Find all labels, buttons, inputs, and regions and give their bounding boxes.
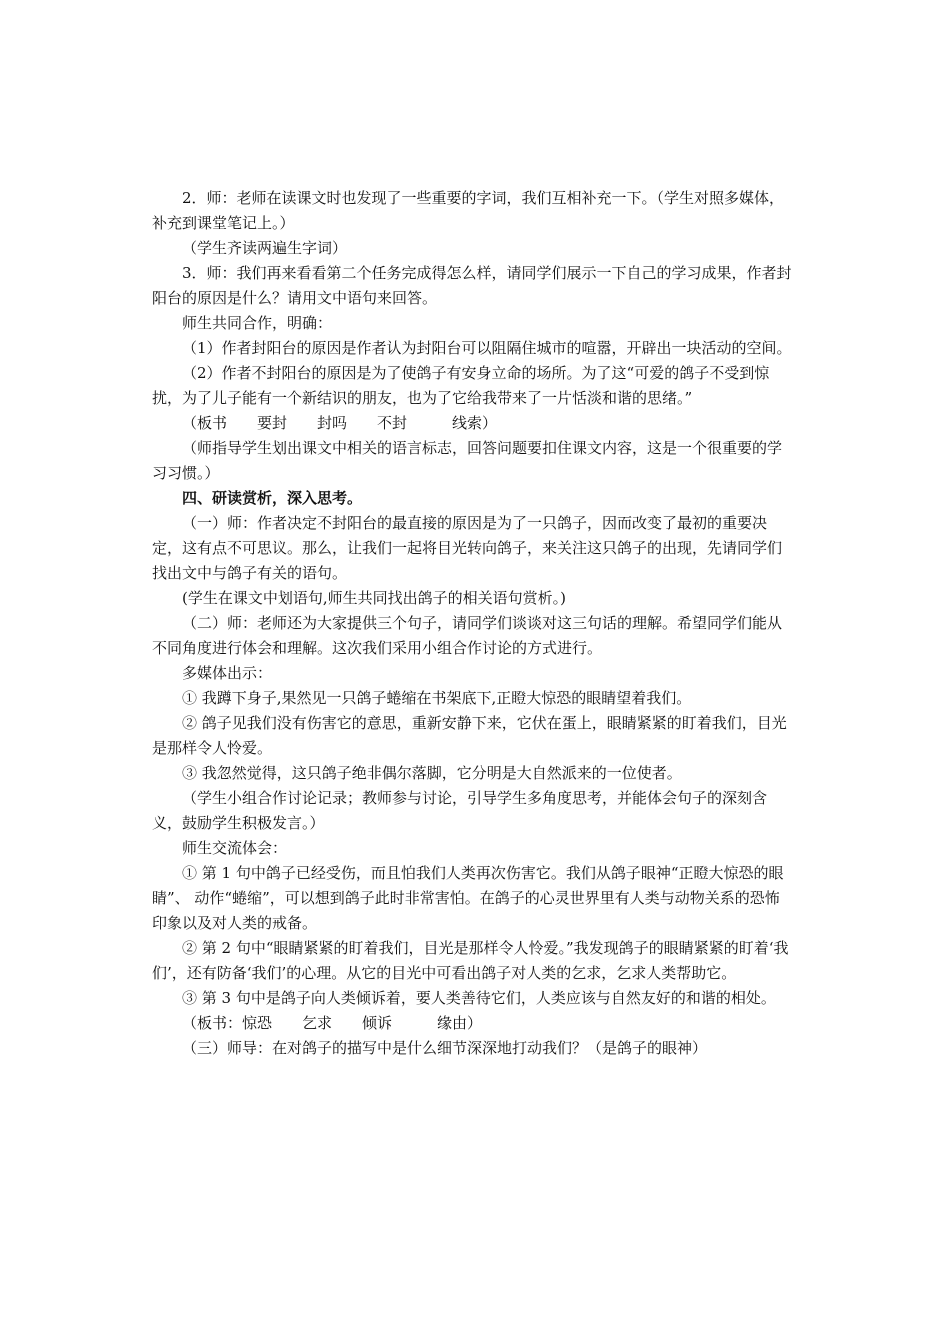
paragraph-teacher-guide: （师指导学生划出课文中相关的语言标志，回答问题要扣住课文内容，这是一个很重要的学习习惯。） — [152, 439, 783, 482]
insight-3: ③ 第 3 句中是鸽子向人类倾诉着，要人类善待它们，人类应该与自然友好的和谐的相处。 — [182, 989, 776, 1007]
paragraph-read-words: （学生齐读两遍生字词） — [182, 239, 348, 257]
paragraph-reason-1: （1）作者封阳台的原因是作者认为封阳台可以阻隔住城市的喧嚣，开辟出一块活动的空间。 — [182, 339, 792, 357]
document-page — [152, 186, 792, 1061]
sentence-2: ② 鸽子见我们没有伤害它的意思，重新安静下来，它伏在蛋上，眼睛紧紧的盯着我们，目光是那样令人怜爱。 — [152, 714, 787, 757]
paragraph-blackboard-1: （板书 要封 封吗 不封 线索） — [182, 414, 498, 432]
paragraph-exchange: 师生交流体会： — [182, 839, 288, 857]
sentence-3: ③ 我忽然觉得，这只鸽子绝非偶尔落脚，它分明是大自然派来的一位使者。 — [182, 764, 682, 782]
paragraph-3-second-task: 3．师：我们再来看看第二个任务完成得怎么样，请同学们展示一下自己的学习成果，作者封阳台的原因是什么？请用文中语句来回答。 — [152, 264, 792, 307]
paragraph-mark-sentences: (学生在课文中划语句,师生共同找出鸽子的相关语句赏析。) — [182, 589, 566, 607]
section-heading-4: 四、研读赏析，深入思考。 — [182, 489, 363, 507]
insight-2: ② 第 2 句中“眼睛紧紧的盯着我们，目光是那样令人怜爱。”我发现鸽子的眼睛紧紧的盯着‘我们’，还有防备‘我们’的心理。从它的目光中可看出鸽子对人类的乞求，乞求人类帮助它。 — [152, 939, 789, 982]
paragraph-2-keywords: 2．师：老师在读课文时也发现了一些重要的字词，我们互相补充一下。（学生对照多媒体，补充到课堂笔记上。） — [152, 189, 785, 232]
paragraph-part-3: （三）师导：在对鸽子的描写中是什么细节深深地打动我们？（是鸽子的眼神） — [182, 1039, 708, 1057]
paragraph-blackboard-2: （板书：惊恐 乞求 倾诉 缘由） — [182, 1014, 483, 1032]
paragraph-group-discussion: （学生小组合作讨论记录；教师参与讨论，引导学生多角度思考，并能体会句子的深刻含义，鼓励学生积极发言。） — [152, 789, 768, 832]
insight-1: ① 第 1 句中鸽子已经受伤，而且怕我们人类再次伤害它。我们从鸽子眼神“正瞪大惊恐的眼睛”、 动作“蜷缩”，可以想到鸽子此时非常害怕。在鸽子的心灵世界里有人类与动物关系的恐怖印象以及对人类的戒备。 — [152, 864, 784, 932]
paragraph-part-2: （二）师：老师还为大家提供三个句子，请同学们谈谈对这三句话的理解。希望同学们能从不同角度进行体会和理解。这次我们采用小组合作讨论的方式进行。 — [152, 614, 783, 657]
paragraph-cooperate: 师生共同合作，明确： — [182, 314, 333, 332]
paragraph-multimedia: 多媒体出示： — [182, 664, 273, 682]
paragraph-part-1: （一）师：作者决定不封阳台的最直接的原因是为了一只鸽子，因而改变了最初的重要决定，这有点不可思议。那么，让我们一起将目光转向鸽子，来关注这只鸽子的出现，先请同学们找出文中与鸽子有关的语句。 — [152, 514, 783, 582]
paragraph-reason-2: （2）作者不封阳台的原因是为了使鸽子有安身立命的场所。为了这“可爱的鸽子不受到惊扰，为了儿子能有一个新结识的朋友，也为了它给我带来了一片恬淡和谐的思绪。” — [152, 364, 770, 407]
sentence-1: ① 我蹲下身子,果然见一只鸽子蜷缩在书架底下,正瞪大惊恐的眼睛望着我们。 — [182, 689, 692, 707]
